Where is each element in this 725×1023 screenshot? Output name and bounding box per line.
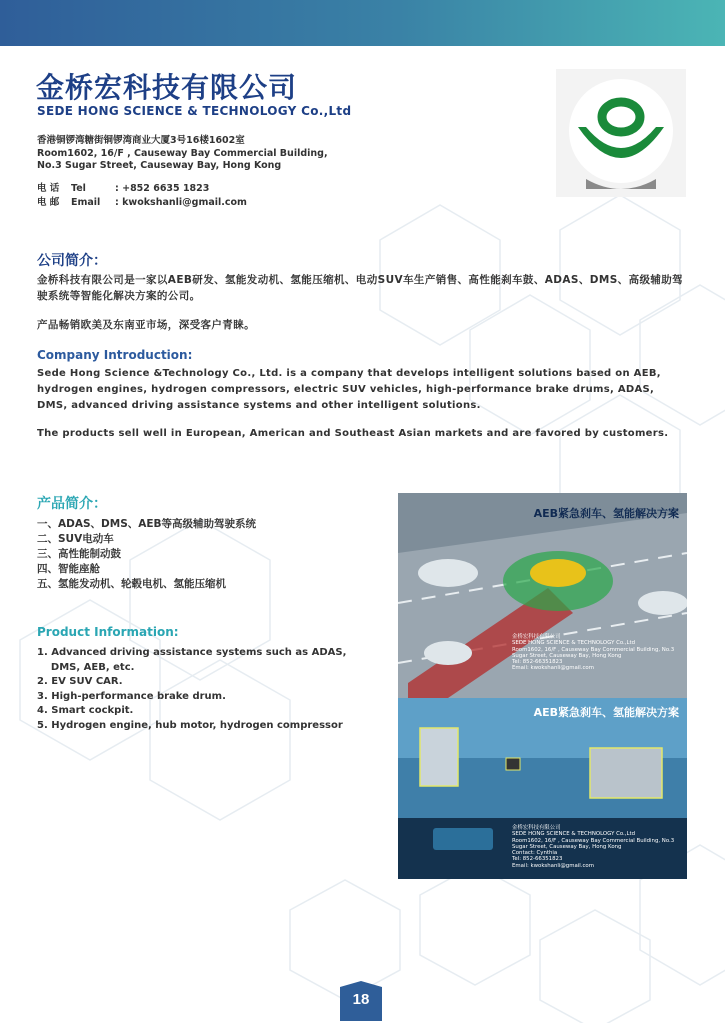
email-label-en: Email: [71, 197, 101, 208]
mini-line: 金桥宏科技有限公司: [512, 634, 561, 640]
poster-top-panel: [398, 493, 687, 698]
company-name-en: SEDE HONG SCIENCE & TECHNOLOGY Co.,Ltd: [37, 104, 352, 118]
poster-mini-text-top: [512, 634, 674, 672]
aeb-poster-image: [398, 493, 687, 879]
tel-label-cn: 电 话: [37, 183, 60, 194]
address-en-line2: No.3 Sugar Street, Causeway Bay, Hong Kong: [37, 160, 282, 171]
tel-row: [37, 180, 209, 194]
email-label-cn: 电 邮: [37, 197, 60, 208]
intro-en-para2: The products sell well in European, American and Southeast Asian markets and are favored by customers.: [37, 428, 669, 439]
poster-banner-bottom: AEB紧急刹车、氢能解决方案: [533, 706, 679, 719]
mini-line: Tel: 852-66351823: [512, 856, 563, 863]
list-item: 1. Advanced driving assistance systems such as ADAS,: [37, 647, 347, 658]
mini-line: Room1602, 16/F , Causeway Bay Commercial Building, No.3: [512, 646, 675, 653]
products-en-list: [37, 646, 367, 733]
mini-line: Email: kwokshanli@gmail.com: [512, 862, 594, 869]
poster-bottom-panel: [398, 698, 687, 879]
email-row: [37, 194, 247, 208]
list-item: 4. Smart cockpit.: [37, 705, 134, 716]
mini-line: Email: kwokshanli@gmail.com: [512, 665, 594, 672]
intro-en-para1: Sede Hong Science &Technology Co., Ltd. is a company that develops intelligent solutions based on AEB, hydrogen engines, hydrogen compressors, electric SUV vehicles, high-performance brake drums, ADAS, DMS, advanced driving assistance systems and other intelligent solutions.: [37, 368, 661, 411]
list-item: 一、ADAS、DMS、AEB等高级辅助驾驶系统: [37, 518, 257, 530]
intro-cn-para2: 产品畅销欧美及东南亚市场，深受客户青睐。: [37, 319, 255, 331]
top-banner: [0, 0, 725, 46]
intro-cn-title: 公司简介：: [37, 253, 107, 269]
mini-line: Sugar Street, Causeway Bay, Hong Kong: [512, 843, 622, 850]
list-item: 三、高性能制动鼓: [37, 548, 121, 560]
list-item: 2. EV SUV CAR.: [37, 676, 123, 687]
list-item: 四、智能座舱: [37, 563, 100, 575]
tel-value: : +852 6635 1823: [115, 183, 210, 194]
mini-line: SEDE HONG SCIENCE & TECHNOLOGY Co.,Ltd: [512, 640, 636, 647]
mini-line: 金桥宏科技有限公司: [512, 825, 561, 831]
poster-banner-top: AEB紧急刹车、氢能解决方案: [533, 507, 679, 520]
company-name-cn: 金桥宏科技有限公司: [36, 71, 298, 104]
list-item: 3. High-performance brake drum.: [37, 690, 226, 702]
list-item: 二、SUV电动车: [37, 533, 114, 545]
intro-cn-para1: 金桥科技有限公司是一家以AEB研发、氢能发动机、氢能压缩机、电动SUV车生产销售、高性能刹车鼓、ADAS、DMS、高级辅助驾驶系统等智能化解决方案的公司。: [37, 274, 684, 302]
logo-box: [556, 69, 686, 197]
mini-line: Contact: Cynthia: [512, 850, 558, 857]
poster-mini-text-bottom: [512, 825, 674, 869]
mini-line: SEDE HONG SCIENCE & TECHNOLOGY Co.,Ltd: [512, 831, 636, 838]
list-item: 五、氢能发动机、轮毂电机、氢能压缩机: [37, 578, 226, 590]
tel-label-en: Tel: [71, 183, 86, 194]
company-logo-icon: [556, 69, 686, 197]
list-item: 5. Hydrogen engine, hub motor, hydrogen compressor: [37, 719, 343, 731]
intro-en-title: Company Introduction:: [37, 348, 193, 362]
email-value[interactable]: : kwokshanli@gmail.com: [115, 197, 247, 208]
products-en-title: Product Information:: [37, 625, 179, 639]
products-cn-list: [37, 517, 367, 592]
products-cn-title: 产品简介：: [37, 496, 107, 512]
mini-line: Sugar Street, Causeway Bay, Hong Kong: [512, 652, 622, 659]
mini-line: Tel: 852-66351823: [512, 659, 563, 666]
page-number: [340, 981, 382, 1021]
page-number-text: 18: [352, 991, 370, 1008]
mini-line: Room1602, 16/F , Causeway Bay Commercial Building, No.3: [512, 837, 675, 844]
address-en-line1: Room1602, 16/F , Causeway Bay Commercial Building,: [37, 148, 328, 159]
list-item: DMS, AEB, etc.: [37, 661, 135, 673]
address-cn: 香港铜锣湾糖街铜锣湾商业大厦3号16楼1602室: [37, 135, 245, 146]
